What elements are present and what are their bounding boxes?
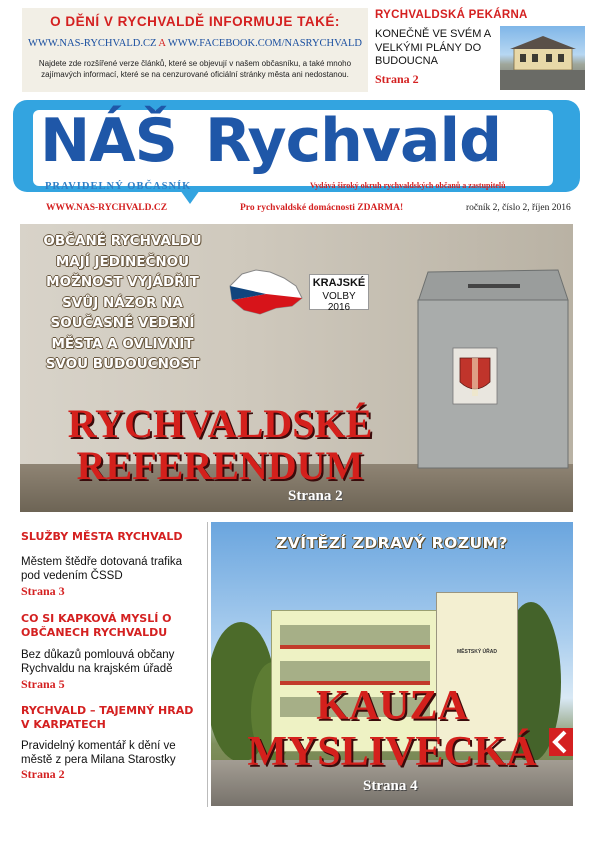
website-link[interactable]: WWW.NAS-RYCHVALD.CZ [28,38,157,49]
hero-line: SVOU BUDOUCNOST [45,356,200,372]
hero-line: SVŮJ NÁZOR NA [62,294,183,311]
sidebar-item-text: Pravidelný komentář k dění ve městě z pera Milana Starostky [21,740,176,766]
sidebar-item-page[interactable]: Strana 2 [21,767,65,781]
sidebar-item-text: Bez důkazů pomlouvá občany Rychvaldu na krajském úřadě [21,649,175,675]
hero-teaser-text [30,231,215,375]
bakery-page-ref[interactable]: Strana 2 [375,72,419,86]
referendum-feature[interactable] [20,224,573,512]
sidebar-item-text: Městem štědře dotovaná trafika pod vedením ČSSD [21,556,183,582]
kauza-page-ref[interactable]: Strana 4 [363,778,418,794]
hero-line: OBČANÉ RYCHVALDU [43,233,202,249]
sidebar-item-title[interactable]: SLUŽBY MĚSTA RYCHVALD [21,530,183,543]
kauza-headline-line2: MYSLIVECKÁ [247,729,537,775]
info-box-links [22,38,368,49]
kauza-headline-line1: KAUZA [316,683,468,729]
masthead-title-rychvald: Rychvald [205,106,502,176]
strip-free-note: Pro rychvaldské domácnosti ZDARMA! [240,203,404,213]
bakery-photo [500,26,585,90]
masthead-bubble-tail [180,190,200,204]
sidebar-item-page[interactable]: Strana 3 [21,584,65,598]
sidebar-item-page[interactable]: Strana 5 [21,677,65,691]
ballot-box-icon [408,262,573,482]
bakery-building-illustration [500,26,585,90]
bakery-title: RYCHVALDSKÁ PEKÁRNA [375,9,528,21]
info-box-description: Najdete zde rozšířené verze článků, které se objevují v našem občasníku, a také mnoho zajímavých informací, které se na cenzurované oficiální stránky města ani nedostanou. [38,59,352,79]
referendum-page-ref[interactable]: Strana 2 [288,488,343,504]
hero-line: MAJÍ JEDINEČNOU [55,253,190,270]
masthead-subtitle: PRAVIDELNÝ OBČASNÍK [45,181,192,192]
bakery-text: KONEČNĚ VE SVÉM A VELKÝMI PLÁNY DO BUDOUCNA [375,28,491,67]
hero-line: MOŽNOST VYJÁDŘIT [46,274,199,290]
sidebar-item-title[interactable]: CO SI KAPKOVÁ MYSLÍ O OBČANECH RYCHVALDU [21,612,172,639]
kauza-feature[interactable] [211,522,573,806]
strip-issue-info: ročník 2, číslo 2, říjen 2016 [466,203,571,213]
referendum-headline-line1: RYCHVALDSKÉ [67,401,373,446]
badge-line2: VOLBY 2016 [322,291,356,313]
kauza-kicker: ZVÍTĚZÍ ZDRAVÝ ROZUM? [275,534,509,552]
sidebar-divider [207,522,208,807]
badge-line1: KRAJSKÉ [312,277,366,289]
facebook-link[interactable]: WWW.FACEBOOK.COM/NASRYCHVALD [167,38,362,49]
czech-map-icon [226,264,306,319]
info-box [22,8,368,92]
masthead-title-nas: NÁŠ [40,106,177,176]
info-box-title: O DĚNÍ V RYCHVALDĚ INFORMUJE TAKÉ: [50,14,340,29]
hero-line: MĚSTA A OVLIVNIT [51,335,194,352]
referendum-headline-line2: REFERENDUM [76,443,364,488]
masthead-publisher: Vydává široký okruh rychvaldských občanů a zastupitelů [310,181,506,190]
regional-elections-badge [309,274,369,313]
link-separator: A [158,38,166,49]
town-hall-sign: MĚSTSKÝ ÚŘAD [456,649,497,655]
hero-line: SOUČASNÉ VEDENÍ [50,315,195,331]
sidebar-item-title[interactable]: RYCHVALD – TAJEMNÝ HRAD V KARPATECH [21,704,194,731]
strip-website-link[interactable]: WWW.NAS-RYCHVALD.CZ [46,203,168,213]
